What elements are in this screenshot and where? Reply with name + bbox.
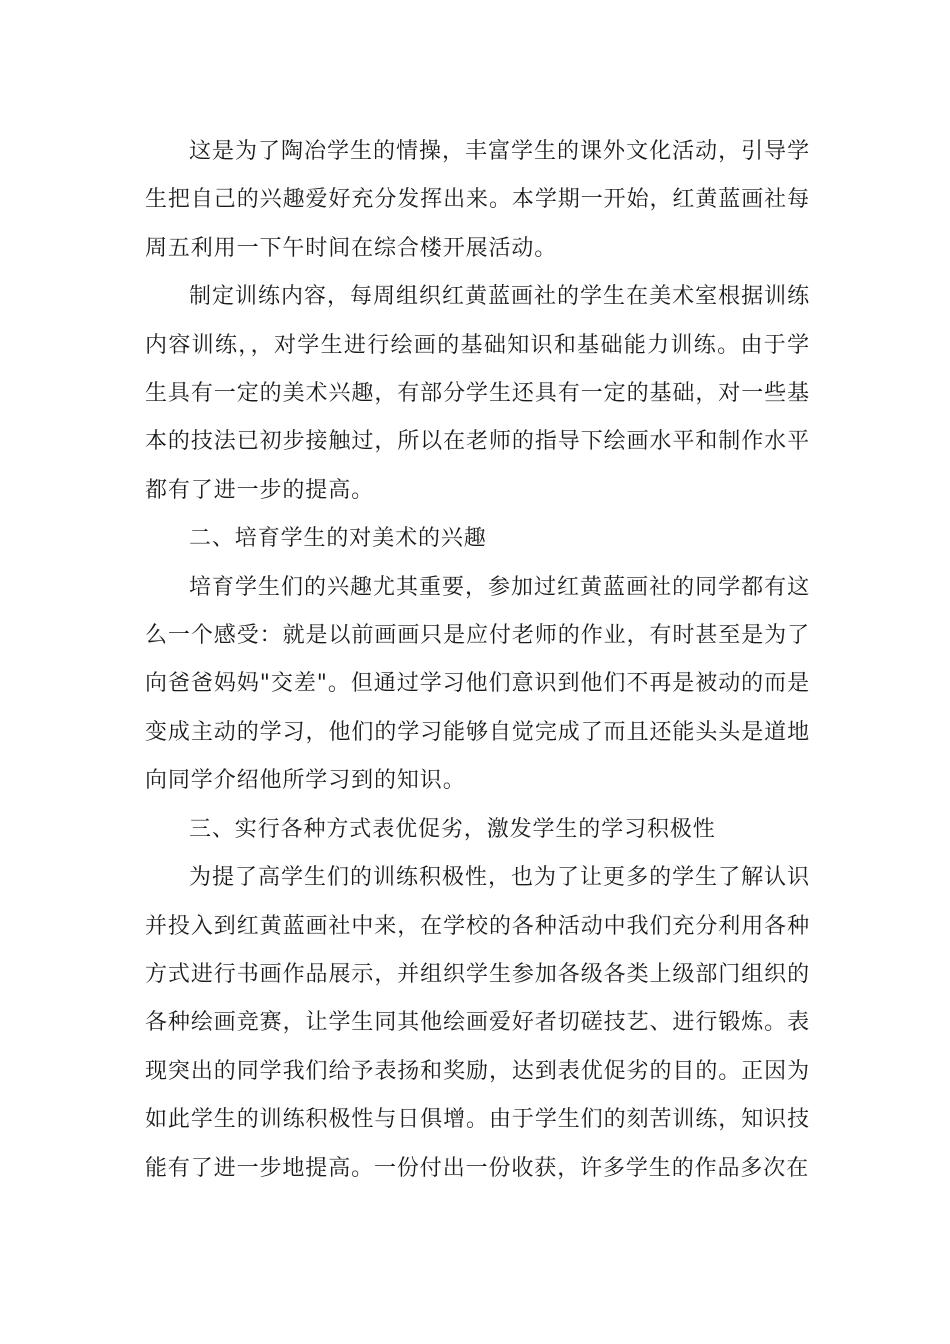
paragraph-training-content: 制定训练内容，每周组织红黄蓝画社的学生在美术室根据训练内容训练，，对学生进行绘画的基础知识和基础能力训练。由于学生具有一定的美术兴趣，有部分学生还具有一定的基础，对一些基本的技法已初步接触过，所以在老师的指导下绘画水平和制作水平都有了进一步的提高。 [145, 284, 810, 503]
paragraph-intro: 这是为了陶冶学生的情操，丰富学生的课外文化活动，引导学生把自己的兴趣爱好充分发挥出来。本学期一开始，红黄蓝画社每周五利用一下午时间在综合楼开展活动。 [145, 139, 810, 261]
paragraph-motivation: 为提了高学生们的训练积极性，也为了让更多的学生了解认识并投入到红黄蓝画社中来，在学校的各种活动中我们充分利用各种方式进行书画作品展示，并组织学生参加各级各类上级部门组织的各种绘画竞赛，让学生同其他绘画爱好者切磋技艺、进行锻炼。表现突出的同学我们给予表扬和奖励，达到表优促劣的目的。正因为如此学生的训练积极性与日俱增。由于学生们的刻苦训练，知识技能有了进一步地提高。一份付出一份收获，许多学生的作品多次在 [145, 865, 810, 1181]
section-heading-interest: 二、培育学生的对美术的兴趣 [189, 526, 487, 552]
document-body [145, 128, 810, 1193]
paragraph-interest: 培育学生们的兴趣尤其重要，参加过红黄蓝画社的同学都有这么一个感受：就是以前画画只是应付老师的作业，有时甚至是为了向爸爸妈妈"交差"。但通过学习他们意识到他们不再是被动的而是变成主动的学习，他们的学习能够自觉完成了而且还能头头是道地向同学介绍他所学习到的知识。 [145, 574, 810, 794]
section-heading-motivation: 三、实行各种方式表优促劣，激发学生的学习积极性 [189, 816, 716, 842]
